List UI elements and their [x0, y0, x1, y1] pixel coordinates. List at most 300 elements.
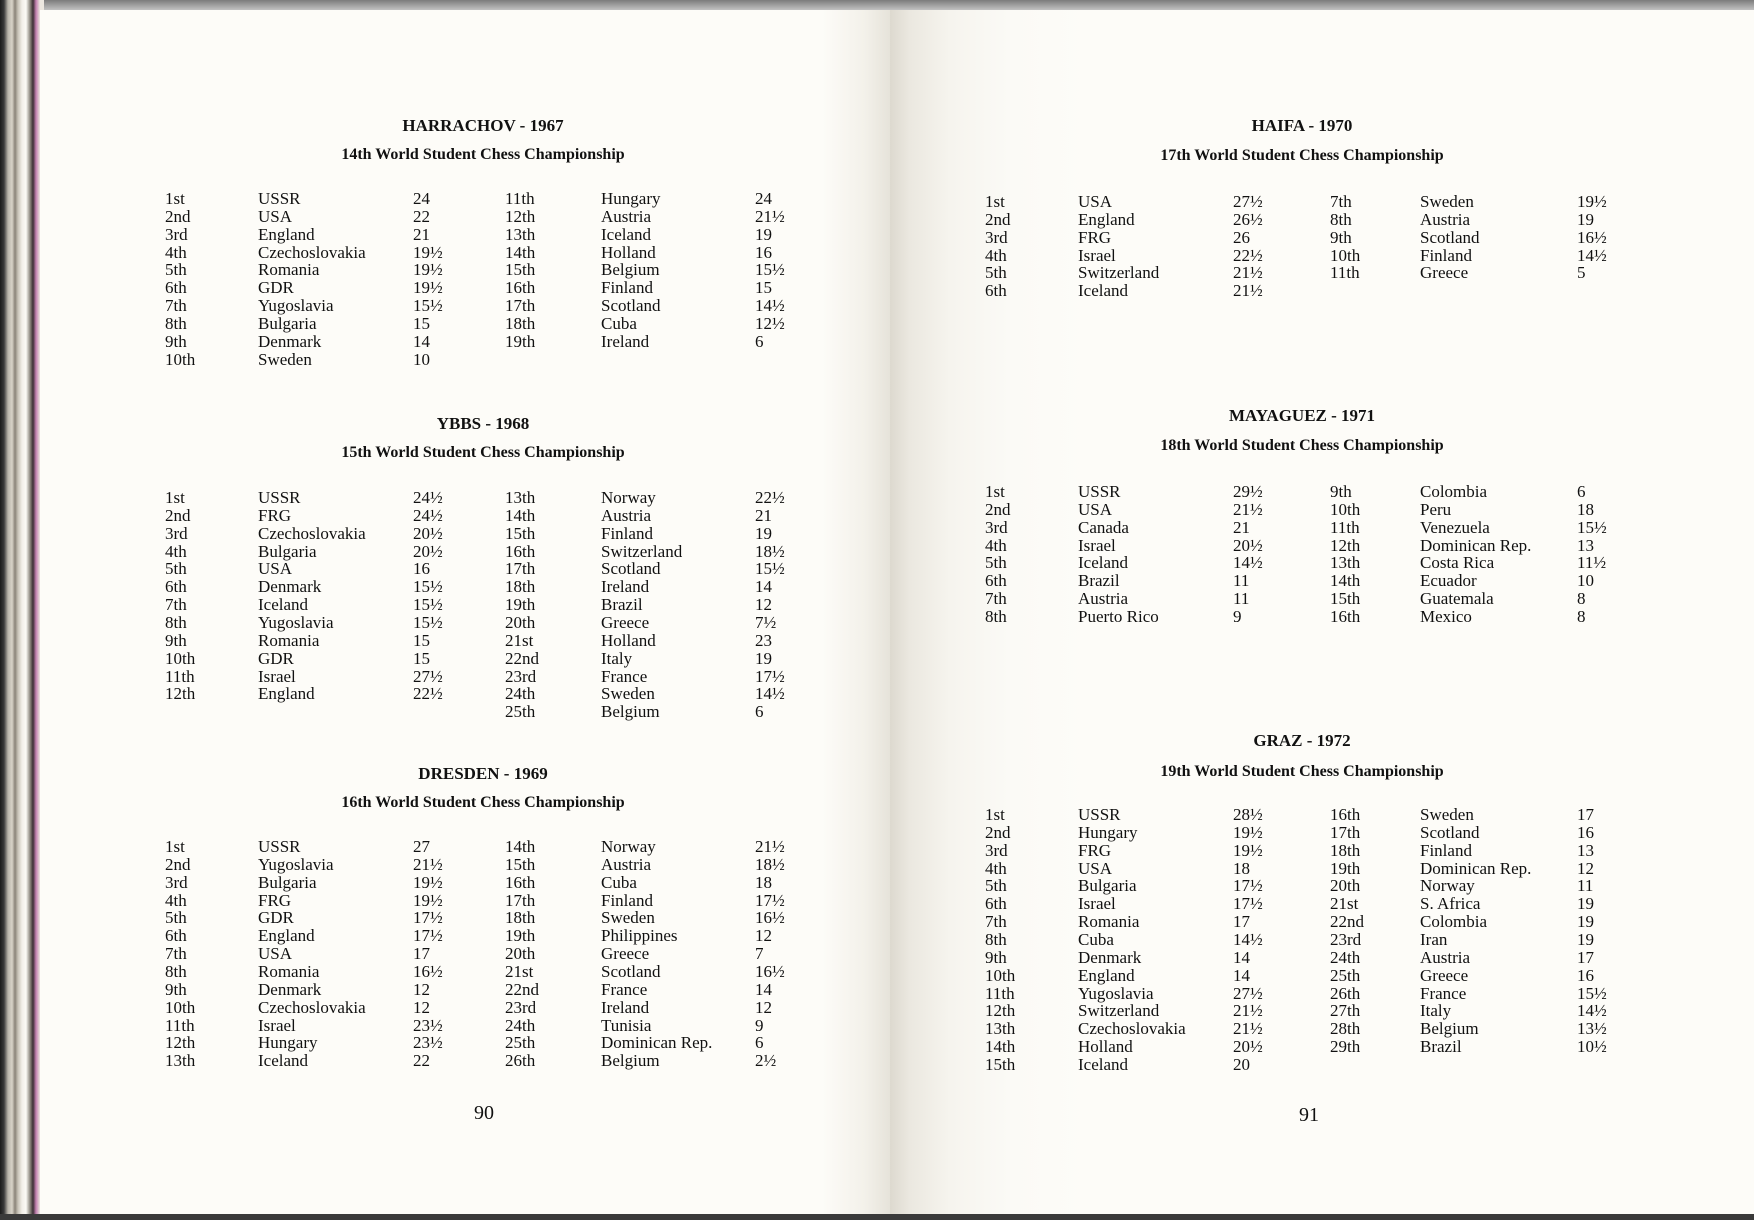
- team-cell: Yugoslavia: [1078, 983, 1154, 1003]
- score-cell: 11: [1233, 589, 1250, 609]
- score-cell: 15½: [755, 260, 785, 280]
- team-cell: Sweden: [1420, 192, 1474, 211]
- score-cell: 12: [1577, 858, 1594, 878]
- team-cell: Guatemala: [1420, 589, 1494, 609]
- rank-cell: 7th: [985, 912, 1007, 932]
- score-cell: 21: [413, 224, 430, 244]
- rank-cell: 24th: [1330, 947, 1361, 967]
- score-cell: 14½: [1577, 1001, 1607, 1021]
- rank-cell: 9th: [165, 979, 187, 999]
- section-title: HAIFA - 1970: [1251, 116, 1353, 135]
- score-cell: 23½: [413, 1033, 443, 1053]
- score-cell: 15½: [755, 559, 785, 579]
- score-cell: 21½: [1233, 1001, 1263, 1021]
- team-cell: GDR: [258, 278, 294, 298]
- team-cell: Norway: [601, 837, 656, 856]
- score-cell: 21½: [1233, 1019, 1263, 1039]
- rank-cell: 2nd: [165, 854, 191, 874]
- rank-cell: 2nd: [165, 505, 191, 525]
- team-cell: Finland: [1420, 840, 1472, 860]
- team-cell: Canada: [1078, 517, 1129, 537]
- rank-cell: 3rd: [165, 523, 188, 543]
- score-cell: 6: [1577, 482, 1586, 501]
- score-cell: 18: [1233, 858, 1250, 878]
- score-cell: 6: [755, 702, 764, 722]
- score-cell: 17½: [413, 926, 443, 946]
- rank-cell: 16th: [505, 278, 536, 298]
- score-cell: 14: [413, 331, 430, 351]
- score-cell: 16: [413, 559, 430, 579]
- section-subtitle: 17th World Student Chess Championship: [1160, 147, 1444, 164]
- team-cell: Bulgaria: [258, 313, 317, 333]
- team-cell: Austria: [601, 505, 652, 525]
- score-cell: 16: [1577, 822, 1594, 842]
- team-cell: Holland: [601, 242, 656, 262]
- team-cell: England: [1078, 965, 1135, 985]
- team-cell: Hungary: [601, 189, 661, 208]
- team-cell: England: [1078, 209, 1135, 229]
- score-cell: 19: [1577, 912, 1594, 932]
- rank-cell: 12th: [505, 206, 536, 226]
- team-cell: Romania: [258, 961, 320, 981]
- score-cell: 23: [755, 630, 772, 650]
- section-title: MAYAGUEZ - 1971: [1228, 406, 1376, 425]
- score-cell: 15½: [1577, 517, 1607, 537]
- rank-cell: 14th: [1330, 571, 1361, 591]
- team-cell: Israel: [1078, 894, 1116, 914]
- rank-cell: 4th: [165, 242, 187, 262]
- score-cell: 10½: [1577, 1037, 1607, 1057]
- rank-cell: 12th: [1330, 535, 1361, 555]
- team-cell: Cuba: [601, 872, 637, 892]
- score-cell: 21½: [413, 854, 443, 874]
- score-cell: 20½: [413, 523, 443, 543]
- rank-cell: 2nd: [985, 499, 1011, 519]
- rank-cell: 9th: [165, 331, 187, 351]
- rank-cell: 9th: [165, 630, 187, 650]
- score-cell: 21½: [1233, 281, 1263, 301]
- team-cell: Greece: [1420, 263, 1469, 283]
- score-cell: 17: [1577, 805, 1594, 824]
- rank-cell: 3rd: [985, 840, 1008, 860]
- score-cell: 6: [755, 1033, 764, 1053]
- score-cell: 12: [413, 997, 430, 1017]
- rank-cell: 5th: [985, 553, 1007, 573]
- rank-cell: 21st: [505, 630, 534, 650]
- score-cell: 21½: [755, 837, 785, 856]
- team-cell: USSR: [258, 837, 301, 856]
- rank-cell: 18th: [1330, 840, 1361, 860]
- score-cell: 21: [755, 505, 772, 525]
- score-cell: 17½: [413, 908, 443, 928]
- score-cell: 17: [413, 944, 430, 964]
- section-title: YBBS - 1968: [436, 414, 530, 433]
- team-cell: Dominican Rep.: [601, 1033, 713, 1053]
- team-cell: Hungary: [258, 1033, 318, 1053]
- rank-cell: 5th: [165, 559, 187, 579]
- score-cell: 14: [1233, 947, 1250, 967]
- rank-cell: 28th: [1330, 1019, 1361, 1039]
- team-cell: Austria: [1420, 209, 1471, 229]
- rank-cell: 16th: [505, 872, 536, 892]
- team-cell: Puerto Rico: [1078, 606, 1159, 626]
- rank-cell: 14th: [985, 1037, 1016, 1057]
- team-cell: England: [258, 224, 315, 244]
- rank-cell: 23rd: [1330, 929, 1362, 949]
- team-cell: Czechoslovakia: [258, 242, 366, 262]
- team-cell: Cuba: [601, 313, 637, 333]
- team-cell: USA: [258, 944, 293, 964]
- score-cell: 21½: [1233, 499, 1263, 519]
- rank-cell: 6th: [165, 926, 187, 946]
- score-cell: 8: [1577, 606, 1586, 626]
- team-cell: Tunisia: [601, 1015, 652, 1035]
- team-cell: Austria: [1078, 589, 1129, 609]
- rank-cell: 18th: [505, 908, 536, 928]
- rank-cell: 9th: [985, 947, 1007, 967]
- team-cell: Romania: [258, 260, 320, 280]
- team-cell: Scotland: [601, 559, 661, 579]
- score-cell: 16: [1577, 965, 1594, 985]
- rank-cell: 1st: [165, 189, 185, 208]
- rank-cell: 20th: [1330, 876, 1361, 896]
- rank-cell: 14th: [505, 837, 536, 856]
- rank-cell: 10th: [985, 965, 1016, 985]
- rank-cell: 11th: [1330, 263, 1360, 283]
- rank-cell: 5th: [985, 263, 1007, 283]
- score-cell: 13: [1577, 840, 1594, 860]
- rank-cell: 4th: [985, 535, 1007, 555]
- score-cell: 19½: [413, 890, 443, 910]
- team-cell: Israel: [258, 1015, 296, 1035]
- team-cell: Hungary: [1078, 822, 1138, 842]
- team-cell: Iceland: [1078, 553, 1129, 573]
- team-cell: Belgium: [601, 260, 660, 280]
- score-cell: 27: [413, 837, 430, 856]
- team-cell: Switzerland: [1078, 263, 1160, 283]
- team-cell: Colombia: [1420, 482, 1488, 501]
- score-cell: 24: [413, 189, 430, 208]
- rank-cell: 9th: [1330, 482, 1352, 501]
- team-cell: Italy: [1420, 1001, 1452, 1021]
- team-cell: FRG: [258, 890, 292, 910]
- score-cell: 7: [755, 944, 764, 964]
- rank-cell: 26th: [1330, 983, 1361, 1003]
- team-cell: Brazil: [601, 595, 643, 615]
- rank-cell: 10th: [165, 997, 196, 1017]
- rank-cell: 1st: [985, 805, 1005, 824]
- rank-cell: 8th: [165, 313, 187, 333]
- rank-cell: 1st: [985, 482, 1005, 501]
- rank-cell: 18th: [505, 313, 536, 333]
- rank-cell: 15th: [505, 854, 536, 874]
- team-cell: Romania: [258, 630, 320, 650]
- rank-cell: 14th: [505, 242, 536, 262]
- score-cell: 18½: [755, 854, 785, 874]
- rank-cell: 2nd: [985, 822, 1011, 842]
- score-cell: 5: [1577, 263, 1586, 283]
- score-cell: 14½: [1233, 929, 1263, 949]
- team-cell: Brazil: [1078, 571, 1120, 591]
- rank-cell: 23rd: [505, 666, 537, 686]
- team-cell: Italy: [601, 648, 633, 668]
- team-cell: Brazil: [1420, 1037, 1462, 1057]
- score-cell: 14½: [755, 684, 785, 704]
- score-cell: 15½: [413, 577, 443, 597]
- team-cell: Yugoslavia: [258, 854, 334, 874]
- score-cell: 11½: [1577, 553, 1607, 573]
- rank-cell: 4th: [985, 245, 1007, 265]
- team-cell: Israel: [1078, 535, 1116, 555]
- score-cell: 19½: [413, 242, 443, 262]
- section-subtitle: 19th World Student Chess Championship: [1160, 763, 1444, 780]
- team-cell: Denmark: [258, 979, 322, 999]
- team-cell: Denmark: [258, 577, 322, 597]
- team-cell: Holland: [1078, 1037, 1133, 1057]
- score-cell: 19½: [1577, 192, 1607, 211]
- rank-cell: 3rd: [985, 517, 1008, 537]
- score-cell: 15½: [1577, 983, 1607, 1003]
- rank-cell: 12th: [165, 684, 196, 704]
- rank-cell: 20th: [505, 944, 536, 964]
- rank-cell: 15th: [1330, 589, 1361, 609]
- score-cell: 17: [1233, 912, 1250, 932]
- score-cell: 19½: [1233, 822, 1263, 842]
- rank-cell: 11th: [1330, 517, 1360, 537]
- team-cell: USA: [258, 206, 293, 226]
- team-cell: England: [258, 926, 315, 946]
- score-cell: 17: [1577, 947, 1594, 967]
- team-cell: Bulgaria: [258, 872, 317, 892]
- score-cell: 16½: [413, 961, 443, 981]
- rank-cell: 29th: [1330, 1037, 1361, 1057]
- rank-cell: 6th: [985, 894, 1007, 914]
- score-cell: 12½: [755, 313, 785, 333]
- rank-cell: 15th: [985, 1054, 1016, 1074]
- section-subtitle: 15th World Student Chess Championship: [341, 444, 625, 461]
- score-cell: 16: [755, 242, 772, 262]
- rank-cell: 8th: [1330, 209, 1352, 229]
- team-cell: Austria: [601, 854, 652, 874]
- score-cell: 15: [413, 648, 430, 668]
- team-cell: Greece: [601, 612, 650, 632]
- score-cell: 21: [1233, 517, 1250, 537]
- score-cell: 11: [1577, 876, 1594, 896]
- team-cell: Bulgaria: [1078, 876, 1137, 896]
- rank-cell: 21st: [1330, 894, 1359, 914]
- rank-cell: 25th: [1330, 965, 1361, 985]
- team-cell: USA: [1078, 858, 1113, 878]
- rank-cell: 3rd: [165, 872, 188, 892]
- rank-cell: 19th: [1330, 858, 1361, 878]
- score-cell: 15: [413, 313, 430, 333]
- score-cell: 27½: [413, 666, 443, 686]
- score-cell: 19½: [413, 278, 443, 298]
- score-cell: 8: [1577, 589, 1586, 609]
- score-cell: 14: [755, 979, 772, 999]
- section-subtitle: 14th World Student Chess Championship: [341, 146, 625, 163]
- score-cell: 16½: [755, 908, 785, 928]
- team-cell: Finland: [601, 523, 653, 543]
- rank-cell: 17th: [505, 890, 536, 910]
- rank-cell: 4th: [985, 858, 1007, 878]
- rank-cell: 2nd: [985, 209, 1011, 229]
- rank-cell: 17th: [1330, 822, 1361, 842]
- rank-cell: 11th: [165, 1015, 195, 1035]
- score-cell: 19½: [413, 260, 443, 280]
- rank-cell: 13th: [165, 1051, 196, 1071]
- rank-cell: 9th: [1330, 227, 1352, 247]
- rank-cell: 26th: [505, 1051, 536, 1071]
- team-cell: Iceland: [1078, 1054, 1129, 1074]
- score-cell: 7½: [755, 612, 777, 632]
- rank-cell: 13th: [985, 1019, 1016, 1039]
- team-cell: Ireland: [601, 577, 650, 597]
- team-cell: Iceland: [1078, 281, 1129, 301]
- rank-cell: 6th: [165, 577, 187, 597]
- score-cell: 14: [1233, 965, 1250, 985]
- rank-cell: 14th: [505, 505, 536, 525]
- team-cell: Scotland: [601, 961, 661, 981]
- team-cell: Ireland: [601, 997, 650, 1017]
- team-cell: FRG: [258, 505, 292, 525]
- rank-cell: 4th: [165, 890, 187, 910]
- page-number-left: 90: [474, 1102, 494, 1124]
- rank-cell: 22nd: [505, 648, 539, 668]
- team-cell: Peru: [1420, 499, 1452, 519]
- score-cell: 28½: [1233, 805, 1263, 824]
- score-cell: 19½: [413, 872, 443, 892]
- score-cell: 24½: [413, 505, 443, 525]
- score-cell: 24½: [413, 488, 443, 507]
- rank-cell: 23rd: [505, 997, 537, 1017]
- rank-cell: 16th: [1330, 805, 1361, 824]
- score-cell: 19: [755, 648, 772, 668]
- rank-cell: 22nd: [1330, 912, 1364, 932]
- team-cell: Israel: [258, 666, 296, 686]
- score-cell: 14½: [755, 296, 785, 316]
- score-cell: 27½: [1233, 192, 1263, 211]
- team-cell: Yugoslavia: [258, 296, 334, 316]
- score-cell: 19: [1577, 894, 1594, 914]
- score-cell: 15½: [413, 595, 443, 615]
- score-cell: 18½: [755, 541, 785, 561]
- score-cell: 9: [1233, 606, 1242, 626]
- rank-cell: 24th: [505, 1015, 536, 1035]
- score-cell: 17½: [755, 890, 785, 910]
- rank-cell: 22nd: [505, 979, 539, 999]
- team-cell: Czechoslovakia: [258, 523, 366, 543]
- score-cell: 6: [755, 331, 764, 351]
- team-cell: France: [601, 979, 648, 999]
- team-cell: GDR: [258, 908, 294, 928]
- score-cell: 16½: [755, 961, 785, 981]
- team-cell: Dominican Rep.: [1420, 858, 1532, 878]
- score-cell: 17½: [1233, 876, 1263, 896]
- rank-cell: 13th: [505, 224, 536, 244]
- rank-cell: 25th: [505, 702, 536, 722]
- team-cell: Denmark: [258, 331, 322, 351]
- rank-cell: 5th: [165, 908, 187, 928]
- rank-cell: 8th: [165, 961, 187, 981]
- score-cell: 19: [755, 224, 772, 244]
- rank-cell: 10th: [1330, 245, 1361, 265]
- score-cell: 21½: [1233, 263, 1263, 283]
- score-cell: 15: [413, 630, 430, 650]
- team-cell: Norway: [1420, 876, 1475, 896]
- rank-cell: 20th: [505, 612, 536, 632]
- team-cell: Czechoslovakia: [1078, 1019, 1186, 1039]
- rank-cell: 6th: [985, 281, 1007, 301]
- rank-cell: 1st: [165, 837, 185, 856]
- score-cell: 26: [1233, 227, 1250, 247]
- rank-cell: 10th: [165, 349, 196, 369]
- score-cell: 22½: [1233, 245, 1263, 265]
- team-cell: Sweden: [1420, 805, 1474, 824]
- team-cell: Costa Rica: [1420, 553, 1495, 573]
- team-cell: Bulgaria: [258, 541, 317, 561]
- rank-cell: 6th: [985, 571, 1007, 591]
- team-cell: Holland: [601, 630, 656, 650]
- score-cell: 2½: [755, 1051, 777, 1071]
- team-cell: England: [258, 684, 315, 704]
- team-cell: Cuba: [1078, 929, 1114, 949]
- section-title: GRAZ - 1972: [1253, 731, 1351, 750]
- team-cell: USA: [1078, 499, 1113, 519]
- rank-cell: 4th: [165, 541, 187, 561]
- score-cell: 19: [1577, 929, 1594, 949]
- rank-cell: 10th: [1330, 499, 1361, 519]
- team-cell: Scotland: [1420, 822, 1480, 842]
- score-cell: 16½: [1577, 227, 1607, 247]
- team-cell: Scotland: [601, 296, 661, 316]
- score-cell: 19: [755, 523, 772, 543]
- score-cell: 20½: [413, 541, 443, 561]
- score-cell: 21½: [755, 206, 785, 226]
- score-cell: 13½: [1577, 1019, 1607, 1039]
- score-cell: 9: [755, 1015, 764, 1035]
- rank-cell: 7th: [1330, 192, 1352, 211]
- team-cell: USSR: [1078, 805, 1121, 824]
- rank-cell: 17th: [505, 559, 536, 579]
- rank-cell: 11th: [165, 666, 195, 686]
- team-cell: France: [1420, 983, 1467, 1003]
- score-cell: 22½: [413, 684, 443, 704]
- rank-cell: 24th: [505, 684, 536, 704]
- score-cell: 22½: [755, 488, 785, 507]
- rank-cell: 13th: [505, 488, 536, 507]
- team-cell: Belgium: [1420, 1019, 1479, 1039]
- section-title: DRESDEN - 1969: [418, 764, 548, 783]
- rank-cell: 7th: [165, 296, 187, 316]
- team-cell: Belgium: [601, 702, 660, 722]
- team-cell: Greece: [601, 944, 650, 964]
- team-cell: Yugoslavia: [258, 612, 334, 632]
- rank-cell: 2nd: [165, 206, 191, 226]
- score-cell: 23½: [413, 1015, 443, 1035]
- rank-cell: 16th: [1330, 606, 1361, 626]
- score-cell: 12: [755, 595, 772, 615]
- score-cell: 17½: [1233, 894, 1263, 914]
- score-cell: 17½: [755, 666, 785, 686]
- rank-cell: 18th: [505, 577, 536, 597]
- team-cell: Mexico: [1420, 606, 1472, 626]
- team-cell: Scotland: [1420, 227, 1480, 247]
- team-cell: Switzerland: [601, 541, 683, 561]
- score-cell: 19: [1577, 209, 1594, 229]
- rank-cell: 7th: [985, 589, 1007, 609]
- section-title: HARRACHOV - 1967: [402, 116, 564, 135]
